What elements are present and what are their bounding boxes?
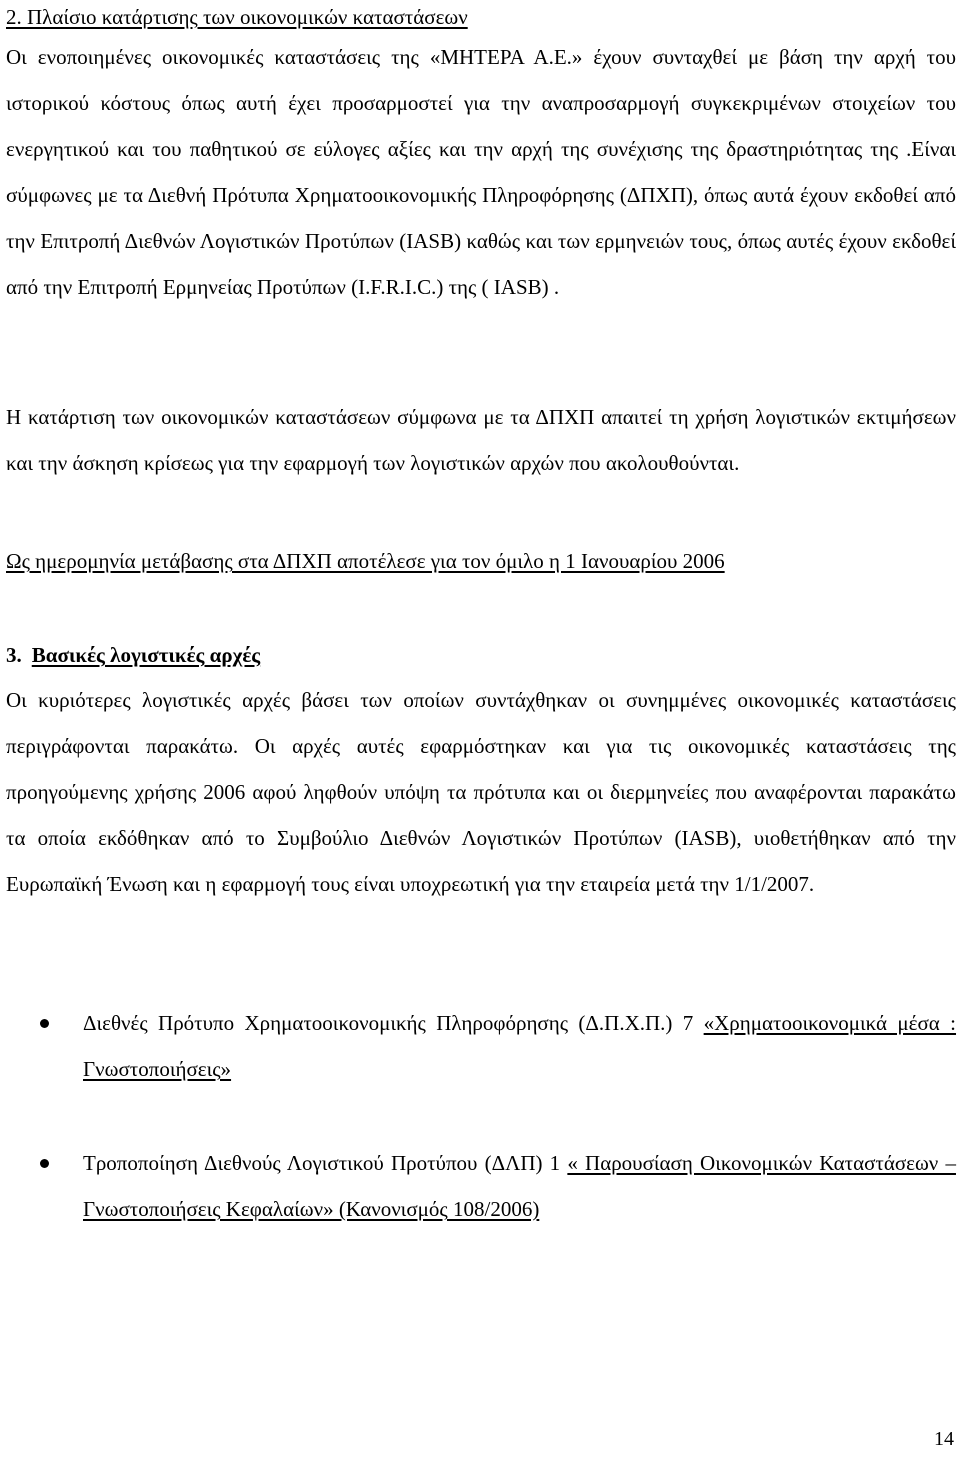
- section-2-paragraph-2: Η κατάρτιση των οικονομικών καταστάσεων σύμφωνα με τα ΔΠΧΠ απαιτεί τη χρήση λογιστικών εκτιμήσεων και την άσκηση κρίσεως για την εφαρμογή των λογιστικών αρχών που ακολουθούνται.: [6, 405, 956, 475]
- section-3-title: Βασικές λογιστικές αρχές: [31, 643, 261, 667]
- bullet-underlined-text: « Παρουσίαση Οικονομικών Καταστάσεων – Γνωστοποιήσεις Κεφαλαίων» (Κανονισμός 108/2006): [83, 1151, 956, 1221]
- page-number: 14: [934, 1428, 954, 1450]
- bullet-dot-icon: [40, 1019, 49, 1028]
- section-3-paragraph-1: Οι κυριότερες λογιστικές αρχές βάσει των οποίων συντάχθηκαν οι συνημμένες οικονομικές καταστάσεις περιγράφονται παρακάτω. Οι αρχές αυτές εφαρμόστηκαν και για τις οικονομικές καταστάσεις της προηγούμενης χρήσης 2006 αφού ληφθούν υπόψη τα πρότυπα και οι διερμηνείες που αναφέρονται παρακάτω τα οποία εκδόθηκαν από το Συμβούλιο Διεθνών Λογιστικών Προτύπων (IASB), υιοθετήθηκαν από την Ευρωπαϊκή Ένωση και η εφαρμογή τους είναι υποχρεωτική για την εταιρεία μετά την 1/1/2007.: [6, 688, 956, 896]
- bullet-lead-text: Διεθνές Πρότυπο Χρηματοοικονομικής Πληροφόρησης (Δ.Π.Χ.Π.) 7: [83, 1011, 694, 1035]
- bullet-lead-text: Τροποποίηση Διεθνούς Λογιστικού Προτύπου (ΔΛΠ) 1: [83, 1151, 568, 1175]
- document-page: [6, 0, 956, 1461]
- bullet-text: [83, 1140, 956, 1232]
- bullet-underlined-text: «Χρηματοοικονομικά μέσα : Γνωστοποιήσεις»: [83, 1011, 957, 1081]
- section-3-number: 3.: [6, 643, 22, 667]
- bullet-dot-icon: [40, 1159, 49, 1168]
- section-2-paragraph-1: Οι ενοποιημένες οικονομικές καταστάσεις της «ΜΗΤΕΡΑ Α.Ε.» έχουν συνταχθεί με βάση την αρχή του ιστορικού κόστους όπως αυτή έχει προσαρμοστεί για την αναπροσαρμογή συγκεκριμένων στοιχείων του ενεργητικού και του παθητικού σε εύλογες αξίες και την αρχή της συνέχισης της δραστηριότητας της .Είναι σύμφωνες με τα Διεθνή Πρότυπα Χρηματοοικονομικής Πληροφόρησης (ΔΠΧΠ), όπως αυτά έχουν εκδοθεί από την Επιτροπή Διεθνών Λογιστικών Προτύπων (IASB) καθώς και των ερμηνειών τους, όπως αυτές έχουν εκδοθεί από την Επιτροπή Ερμηνείας Προτύπων (I.F.R.I.C.) της ( IASB) .: [6, 45, 956, 299]
- section-2-paragraph-3: Ως ημερομηνία μετάβασης στα ΔΠΧΠ αποτέλεσε για τον όμιλο η 1 Ιανουαρίου 2006: [6, 549, 725, 573]
- section-3-heading: [6, 632, 260, 678]
- section-2-heading: 2. Πλαίσιο κατάρτισης των οικονομικών καταστάσεων: [6, 5, 468, 29]
- bullet-text: [83, 1000, 956, 1092]
